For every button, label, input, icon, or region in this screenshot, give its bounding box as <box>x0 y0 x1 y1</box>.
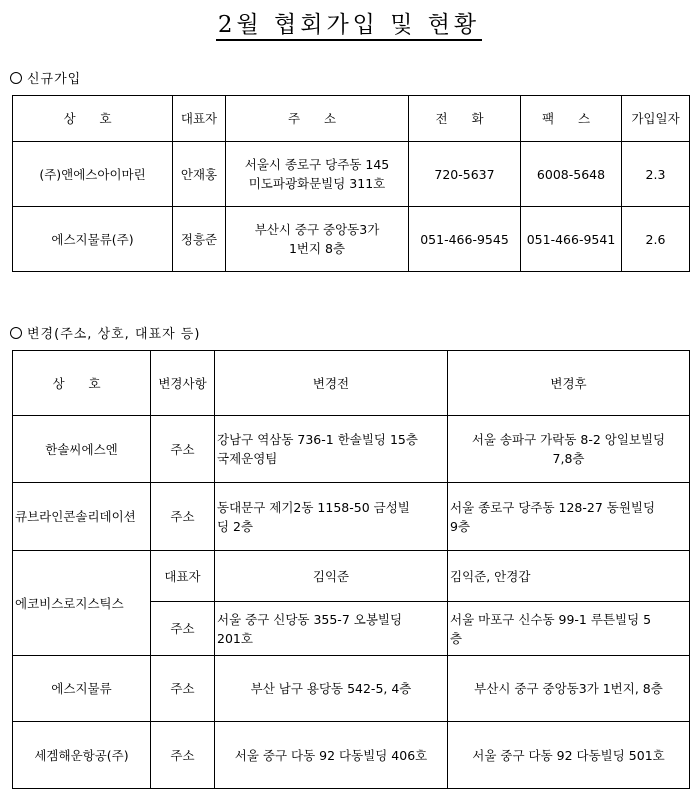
header-address: 주 소 <box>226 96 409 142</box>
cell-after: 서울 종로구 당주동 128-27 동원빌딩 9층 <box>448 483 690 551</box>
cell-company: 에스지물류 <box>13 656 151 722</box>
cell-representative: 안재홍 <box>173 142 226 207</box>
table-header-row <box>13 351 690 416</box>
cell-change-item: 주소 <box>151 722 215 789</box>
table-row <box>13 207 690 272</box>
table-row <box>13 416 690 483</box>
cell-join-date: 2.6 <box>622 207 690 272</box>
section-new-label: 신규가입 <box>27 72 82 87</box>
cell-company: 큐브라인콘솔리데이션 <box>13 483 151 551</box>
cell-phone: 051-466-9545 <box>409 207 521 272</box>
cell-representative: 정흥준 <box>173 207 226 272</box>
new-members-table <box>12 95 690 272</box>
document-title-text: 2월 협회가입 및 현황 <box>216 12 482 41</box>
cell-change-item: 주소 <box>151 602 215 656</box>
cell-before: 서울 중구 신당동 355-7 오봉빌딩 201호 <box>215 602 448 656</box>
cell-after: 서울 송파구 가락동 8-2 앙일보빌딩 7,8층 <box>448 416 690 483</box>
table-row <box>13 722 690 789</box>
cell-after: 김익준, 안경갑 <box>448 551 690 602</box>
header-join-date: 가입일자 <box>622 96 690 142</box>
cell-fax: 6008-5648 <box>521 142 622 207</box>
header-representative: 대표자 <box>173 96 226 142</box>
document-title <box>0 6 698 39</box>
section-change-heading <box>10 323 200 342</box>
header-before: 변경전 <box>215 351 448 416</box>
header-change-item: 변경사항 <box>151 351 215 416</box>
cell-after: 서울 중구 다동 92 다동빌딩 501호 <box>448 722 690 789</box>
cell-before: 동대문구 제기2동 1158-50 금성빌 딩 2층 <box>215 483 448 551</box>
header-phone: 전 화 <box>409 96 521 142</box>
cell-before: 강남구 역삼동 736-1 한솔빌딩 15층 국제운영팀 <box>215 416 448 483</box>
cell-change-item: 대표자 <box>151 551 215 602</box>
circle-bullet-icon <box>10 72 22 84</box>
cell-address: 부산시 중구 중앙동3가 1번지 8층 <box>226 207 409 272</box>
header-company: 상 호 <box>13 351 151 416</box>
cell-change-item: 주소 <box>151 483 215 551</box>
table-row <box>13 656 690 722</box>
cell-join-date: 2.3 <box>622 142 690 207</box>
table-header-row <box>13 96 690 142</box>
circle-bullet-icon <box>10 327 22 339</box>
table-row <box>13 483 690 551</box>
table-row <box>13 551 690 602</box>
header-fax: 팩 스 <box>521 96 622 142</box>
section-new-heading <box>10 68 81 87</box>
cell-before: 서울 중구 다동 92 다동빌딩 406호 <box>215 722 448 789</box>
cell-after: 부산시 중구 중앙동3가 1번지, 8층 <box>448 656 690 722</box>
changes-table <box>12 350 690 789</box>
cell-change-item: 주소 <box>151 656 215 722</box>
table-row <box>13 142 690 207</box>
header-company: 상 호 <box>13 96 173 142</box>
header-after: 변경후 <box>448 351 690 416</box>
cell-company: 에스지물류(주) <box>13 207 173 272</box>
cell-company: 한솔씨에스엔 <box>13 416 151 483</box>
cell-fax: 051-466-9541 <box>521 207 622 272</box>
cell-company: (주)앤에스아이마린 <box>13 142 173 207</box>
cell-address: 서울시 종로구 당주동 145 미도파광화문빌딩 311호 <box>226 142 409 207</box>
cell-phone: 720-5637 <box>409 142 521 207</box>
cell-before: 김익준 <box>215 551 448 602</box>
cell-after: 서울 마포구 신수동 99-1 루튼빌딩 5 층 <box>448 602 690 656</box>
section-change-label: 변경(주소, 상호, 대표자 등) <box>27 327 201 342</box>
cell-company: 에코비스로지스틱스 <box>13 551 151 656</box>
cell-before: 부산 남구 용당동 542-5, 4층 <box>215 656 448 722</box>
cell-change-item: 주소 <box>151 416 215 483</box>
cell-company: 세겜해운항공(주) <box>13 722 151 789</box>
